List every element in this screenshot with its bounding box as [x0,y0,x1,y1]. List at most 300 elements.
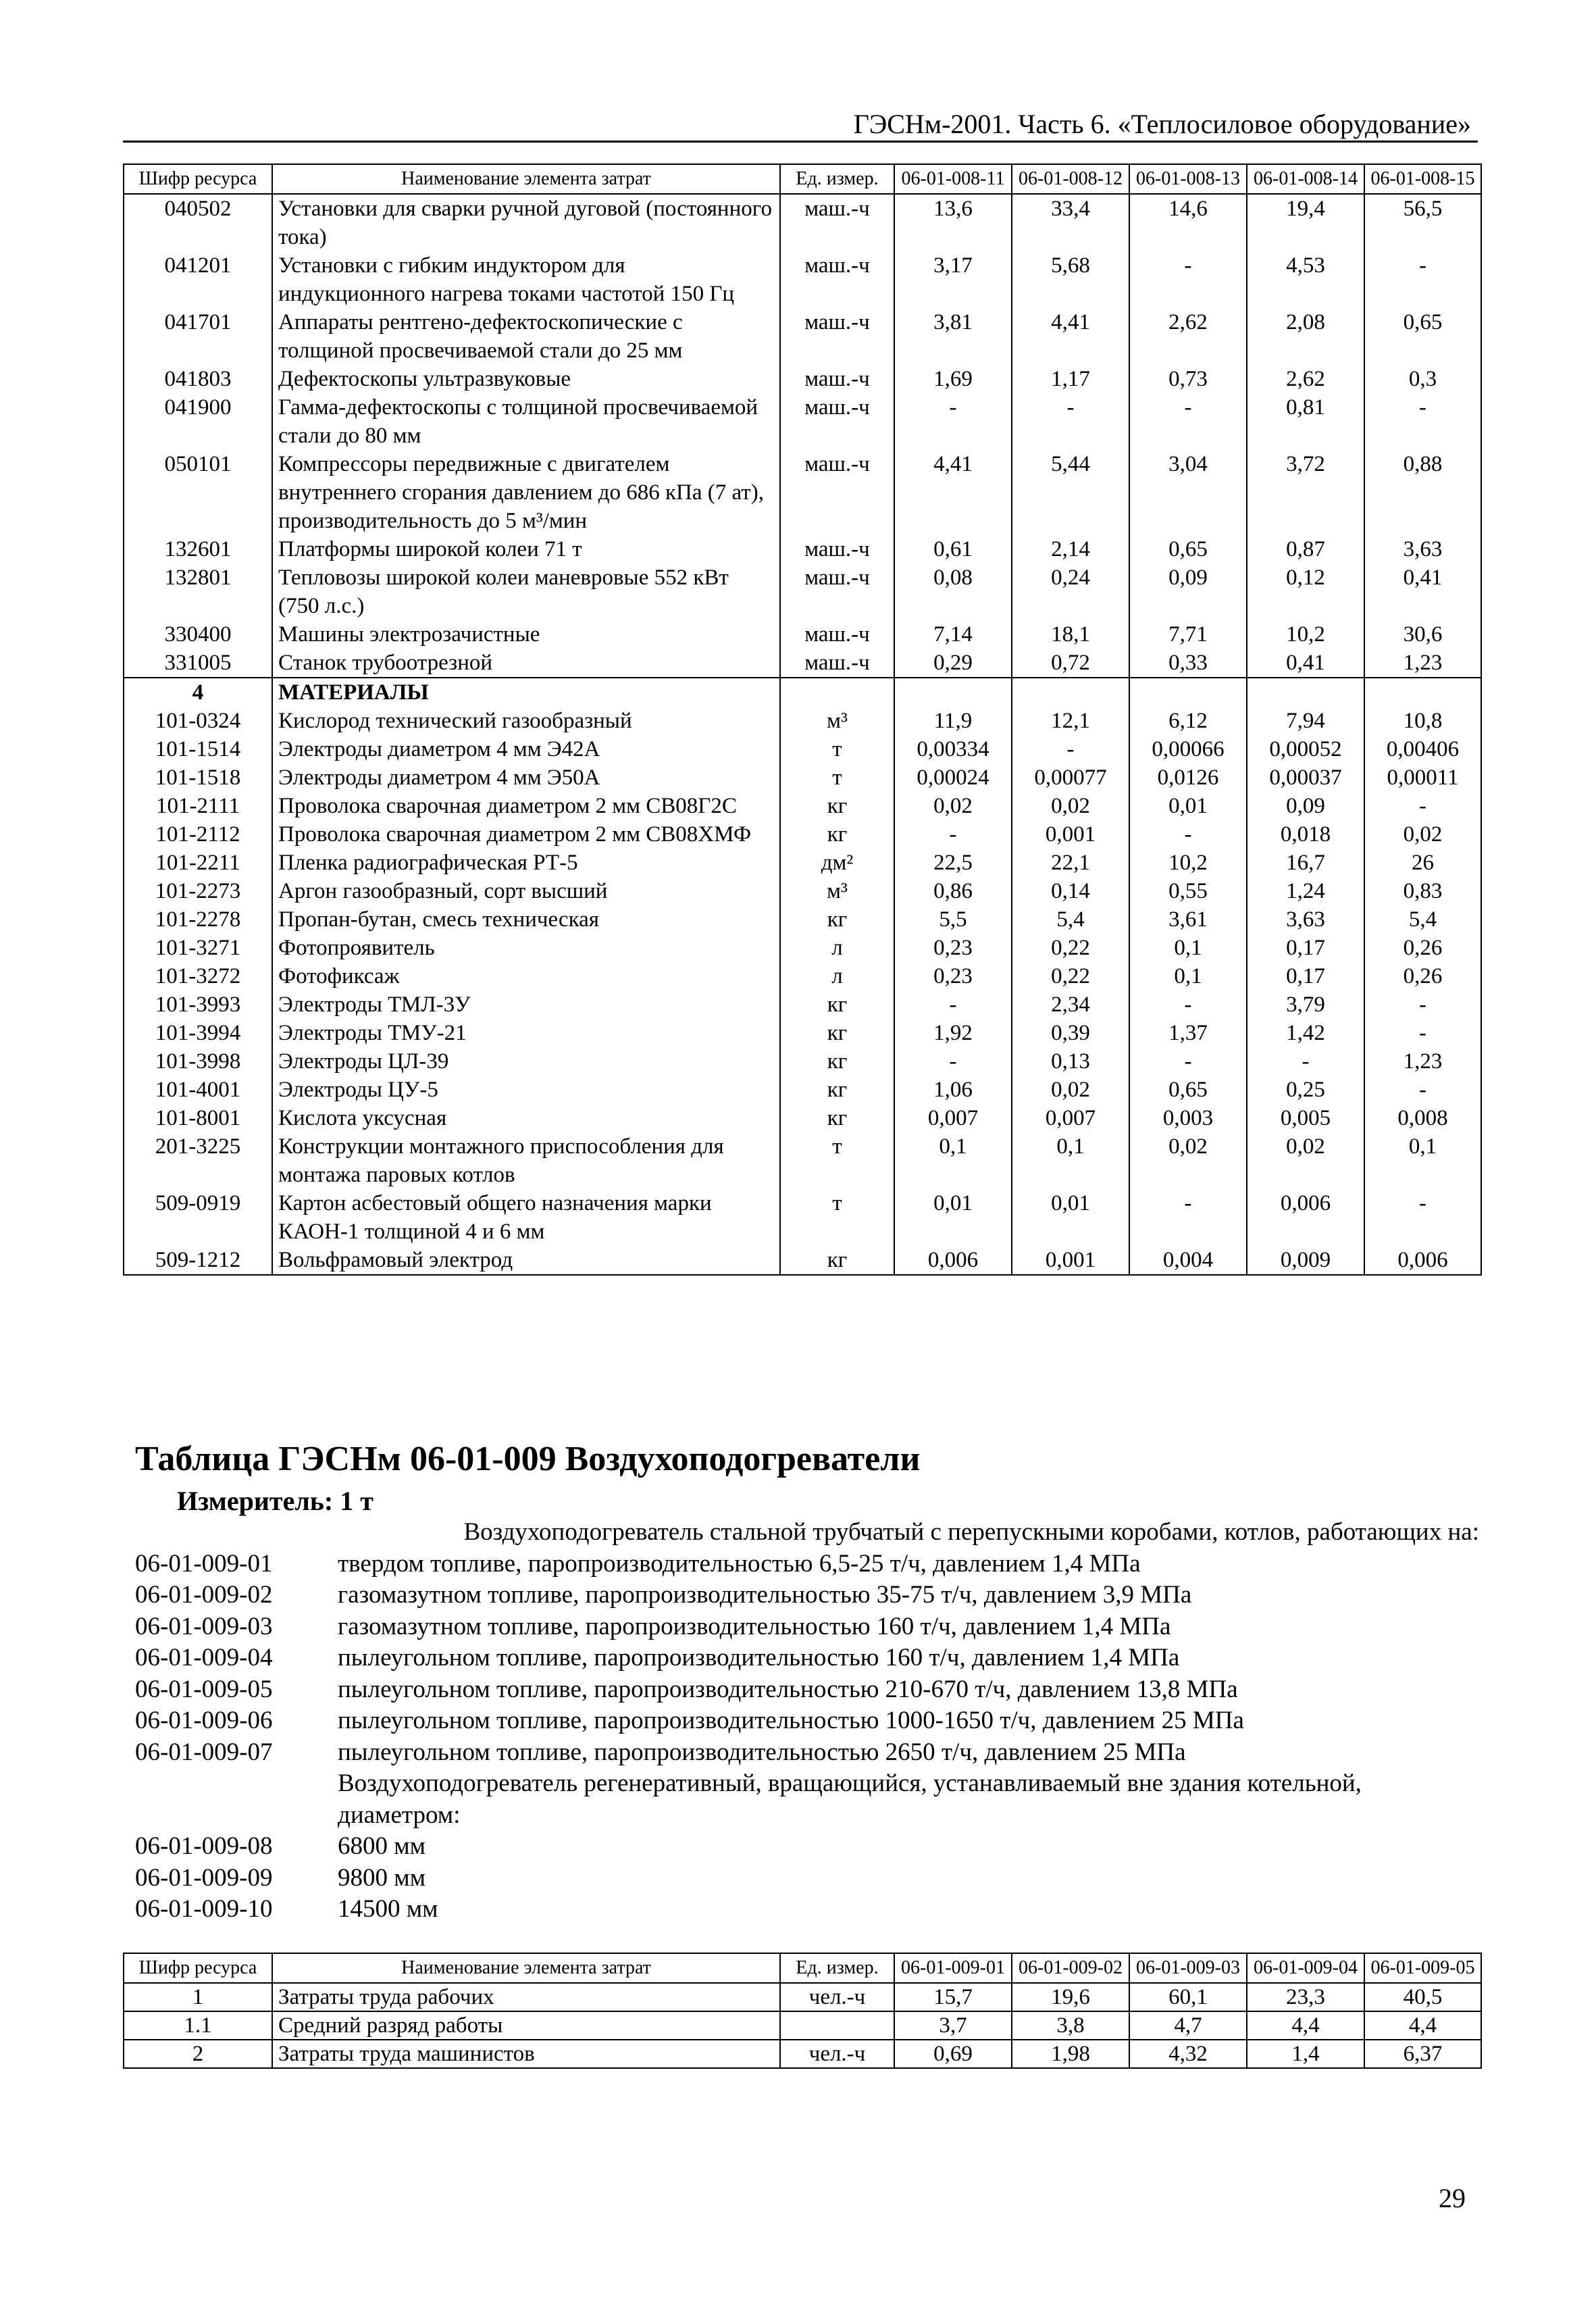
norm-code: 06-01-009-04 [135,1644,273,1671]
column-header: 06-01-008-13 [1129,164,1247,194]
value-cell: - [894,820,1012,849]
unit-cell [780,678,894,707]
table-row [124,1019,1481,1047]
table2-body [124,1983,1481,2068]
value-cell: 0,65 [1129,535,1247,563]
unit-cell: т [780,735,894,763]
norm-description: пылеугольном топливе, паропроизводительностью 160 т/ч, давлением 1,4 МПа [338,1644,1180,1671]
unit-cell: маш.-ч [780,393,894,450]
value-cell: 4,53 [1247,251,1364,308]
value-cell: 0,00052 [1247,735,1364,763]
resource-code-cell: 041201 [124,251,272,308]
norm-items-group-2 [135,1831,1479,1926]
cost-element-name-cell: Фотопроявитель [272,934,780,962]
column-header: Ед. измер. [780,164,894,194]
value-cell: 23,3 [1247,1983,1364,2011]
value-cell: - [894,393,1012,450]
value-cell: 0,83 [1364,877,1481,905]
unit-cell: кг [780,1019,894,1047]
value-cell: - [1129,251,1247,308]
value-cell: 0,02 [1129,1132,1247,1189]
value-cell [1247,678,1364,707]
norm-item [135,1705,1479,1737]
value-cell: 0,08 [894,563,1012,620]
unit-cell [780,2011,894,2040]
cost-element-name-cell: Проволока сварочная диаметром 2 мм СВ08ХМФ [272,820,780,849]
cost-element-name-cell: Пленка радиографическая РТ-5 [272,849,780,877]
cost-element-name-cell: Аппараты рентгено-дефектоскопические с толщиной просвечиваемой стали до 25 мм [272,308,780,365]
value-cell: 0,88 [1364,450,1481,535]
value-cell: 2,62 [1247,365,1364,393]
norm-code: 06-01-009-06 [135,1707,273,1734]
resource-code-cell: 101-2278 [124,905,272,934]
table-row [124,1983,1481,2011]
unit-cell: кг [780,1104,894,1132]
table-row [124,934,1481,962]
norm-description: 6800 мм [338,1832,426,1860]
table1-body [124,194,1481,1275]
resource-code-cell: 101-1518 [124,763,272,792]
unit-cell: маш.-ч [780,620,894,649]
table-row [124,990,1481,1019]
table-row [124,735,1481,763]
table-row [124,365,1481,393]
table1-header [124,164,1481,194]
value-cell: - [1364,251,1481,308]
table-row [124,393,1481,450]
value-cell: 0,26 [1364,962,1481,990]
value-cell: - [1364,792,1481,820]
value-cell: 0,12 [1247,563,1364,620]
resource-code-cell: 101-8001 [124,1104,272,1132]
resource-table-006-01-009 [123,1953,1482,2069]
value-cell: 2,08 [1247,308,1364,365]
value-cell: 16,7 [1247,849,1364,877]
value-cell: 4,41 [894,450,1012,535]
value-cell: 0,72 [1012,649,1129,678]
resource-code-cell: 101-3998 [124,1047,272,1076]
value-cell [1364,678,1481,707]
resource-code-cell: 4 [124,678,272,707]
value-cell: 4,41 [1012,308,1129,365]
column-header: Наименование элемента затрат [272,1953,780,1983]
unit-cell: т [780,1189,894,1246]
unit-cell: л [780,962,894,990]
unit-cell: кг [780,820,894,849]
value-cell: 0,02 [1012,1076,1129,1104]
value-cell: 10,2 [1247,620,1364,649]
value-cell: 0,14 [1012,877,1129,905]
cost-element-name-cell: Тепловозы широкой колеи маневровые 552 кВт (750 л.с.) [272,563,780,620]
value-cell: 0,41 [1364,563,1481,620]
description-intro: Воздухоподогреватель регенеративный, вращающийся, устанавливаемый вне здания котельной, диаметром: [338,1769,1362,1829]
cost-element-name-cell: Аргон газообразный, сорт высший [272,877,780,905]
norm-description: пылеугольном топливе, паропроизводительностью 2650 т/ч, давлением 25 МПа [338,1738,1186,1766]
table-row [124,2011,1481,2040]
unit-cell: маш.-ч [780,194,894,251]
value-cell: 0,23 [894,934,1012,962]
value-cell: 0,23 [894,962,1012,990]
table-row [124,678,1481,707]
value-cell: 3,7 [894,2011,1012,2040]
resource-code-cell: 132601 [124,535,272,563]
table-row [124,792,1481,820]
value-cell: 1,06 [894,1076,1012,1104]
value-cell: 22,1 [1012,849,1129,877]
column-header: 06-01-009-02 [1012,1953,1129,1983]
value-cell: 33,4 [1012,194,1129,251]
column-header: 06-01-009-05 [1364,1953,1481,1983]
value-cell: 0,22 [1012,934,1129,962]
resource-code-cell: 040502 [124,194,272,251]
cost-element-name-cell: Средний разряд работы [272,2011,780,2040]
value-cell: 6,37 [1364,2040,1481,2068]
value-cell: 0,00024 [894,763,1012,792]
value-cell [894,678,1012,707]
value-cell: - [1129,820,1247,849]
value-cell: 5,5 [894,905,1012,934]
value-cell: 15,7 [894,1983,1012,2011]
table-row [124,1132,1481,1189]
cost-element-name-cell: Затраты труда рабочих [272,1983,780,2011]
norm-items-group-1 [135,1549,1479,1769]
value-cell: 26 [1364,849,1481,877]
unit-cell: маш.-ч [780,308,894,365]
value-cell: - [1129,1047,1247,1076]
unit-cell: м³ [780,877,894,905]
value-cell: 0,25 [1247,1076,1364,1104]
norm-code: 06-01-009-05 [135,1675,273,1703]
unit-cell: кг [780,990,894,1019]
resource-code-cell: 101-4001 [124,1076,272,1104]
value-cell: 0,00037 [1247,763,1364,792]
value-cell: - [1364,393,1481,450]
value-cell [1129,678,1247,707]
table-row [124,877,1481,905]
resource-code-cell: 101-3272 [124,962,272,990]
value-cell: 3,17 [894,251,1012,308]
unit-cell: маш.-ч [780,450,894,535]
table2-header [124,1953,1481,1983]
value-cell: 19,4 [1247,194,1364,251]
value-cell: 3,61 [1129,905,1247,934]
value-cell: 1,4 [1247,2040,1364,2068]
table-row [124,763,1481,792]
value-cell: 0,1 [1129,934,1247,962]
value-cell: 3,81 [894,308,1012,365]
norm-code: 06-01-009-09 [135,1863,273,1892]
value-cell: 1,17 [1012,365,1129,393]
table-row [124,620,1481,649]
value-cell: 1,37 [1129,1019,1247,1047]
resource-code-cell: 509-1212 [124,1246,272,1275]
resource-code-cell: 1.1 [124,2011,272,2040]
value-cell: - [1012,735,1129,763]
cost-element-name-cell: Электроды диаметром 4 мм Э50А [272,763,780,792]
value-cell: 2,34 [1012,990,1129,1019]
value-cell: 3,79 [1247,990,1364,1019]
resource-code-cell: 101-2112 [124,820,272,849]
value-cell: - [1247,1047,1364,1076]
column-header: Наименование элемента затрат [272,164,780,194]
resource-code-cell: 101-1514 [124,735,272,763]
value-cell: 1,42 [1247,1019,1364,1047]
value-cell: 11,9 [894,707,1012,735]
value-cell: 0,81 [1247,393,1364,450]
value-cell: 22,5 [894,849,1012,877]
resource-code-cell: 101-3993 [124,990,272,1019]
column-header: Ед. измер. [780,1953,894,1983]
table-row [124,1104,1481,1132]
table-row [124,194,1481,251]
column-header: 06-01-009-03 [1129,1953,1247,1983]
value-cell: 4,32 [1129,2040,1247,2068]
value-cell: 0,01 [1012,1189,1129,1246]
value-cell: 0,13 [1012,1047,1129,1076]
cost-element-name-cell: Затраты труда машинистов [272,2040,780,2068]
norm-description-list [135,1517,1479,1926]
table-row [124,707,1481,735]
column-header: 06-01-008-11 [894,164,1012,194]
value-cell: 0,24 [1012,563,1129,620]
unit-cell: м³ [780,707,894,735]
value-cell: 0,02 [1012,792,1129,820]
column-header: 06-01-009-04 [1247,1953,1364,1983]
value-cell: - [1364,990,1481,1019]
unit-cell: чел.-ч [780,2040,894,2068]
norm-code: 06-01-009-02 [135,1581,273,1609]
value-cell: 0,02 [894,792,1012,820]
value-cell: 0,39 [1012,1019,1129,1047]
value-cell: 4,4 [1364,2011,1481,2040]
value-cell: 0,02 [1247,1132,1364,1189]
value-cell: 1,92 [894,1019,1012,1047]
table-row [124,962,1481,990]
unit-cell: т [780,1132,894,1189]
table-row [124,535,1481,563]
value-cell: 0,005 [1247,1104,1364,1132]
value-cell: 0,02 [1364,820,1481,849]
norm-code: 06-01-009-01 [135,1549,273,1578]
value-cell [1012,678,1129,707]
resource-code-cell: 041900 [124,393,272,450]
value-cell: 5,4 [1364,905,1481,934]
value-cell: - [1364,1076,1481,1104]
value-cell: 0,09 [1247,792,1364,820]
value-cell: 7,94 [1247,707,1364,735]
cost-element-name-cell: Электроды ТМЛ-3У [272,990,780,1019]
value-cell: 13,6 [894,194,1012,251]
table-row [124,1047,1481,1076]
cost-element-name-cell: Кислота уксусная [272,1104,780,1132]
table-row [124,251,1481,308]
value-cell: 0,1 [1364,1132,1481,1189]
value-cell: 3,8 [1012,2011,1129,2040]
value-cell: 0,006 [1247,1189,1364,1246]
value-cell: 0,01 [894,1189,1012,1246]
resource-code-cell: 509-0919 [124,1189,272,1246]
cost-element-name-cell: Машины электрозачистные [272,620,780,649]
value-cell: 4,7 [1129,2011,1247,2040]
unit-cell: кг [780,1047,894,1076]
table-row [124,308,1481,365]
norm-description: газомазутном топливе, паропроизводительностью 35-75 т/ч, давлением 3,9 МПа [338,1581,1192,1609]
cost-element-name-cell: Электроды диаметром 4 мм Э42А [272,735,780,763]
resource-table-006-01-008 [123,164,1482,1276]
value-cell: 0,87 [1247,535,1364,563]
value-cell: 0,65 [1129,1076,1247,1104]
norm-code: 06-01-009-08 [135,1832,273,1860]
value-cell: 0,1 [1129,962,1247,990]
value-cell: 5,44 [1012,450,1129,535]
value-cell: 0,00334 [894,735,1012,763]
resource-code-cell: 201-3225 [124,1132,272,1189]
value-cell: 30,6 [1364,620,1481,649]
unit-cell: чел.-ч [780,1983,894,2011]
norm-item [135,1549,1479,1580]
value-cell: 0,1 [894,1132,1012,1189]
value-cell: 0,69 [894,2040,1012,2068]
value-cell: - [894,1047,1012,1076]
value-cell: 0,33 [1129,649,1247,678]
cost-element-name-cell: Фотофиксаж [272,962,780,990]
table-row [124,563,1481,620]
value-cell: 10,2 [1129,849,1247,877]
value-cell: 0,00066 [1129,735,1247,763]
value-cell: 3,04 [1129,450,1247,535]
value-cell: - [1129,1189,1247,1246]
resource-code-cell: 101-2211 [124,849,272,877]
table-row [124,820,1481,849]
value-cell: 6,12 [1129,707,1247,735]
value-cell: 0,61 [894,535,1012,563]
value-cell: 5,68 [1012,251,1129,308]
norm-code: 06-01-009-07 [135,1738,273,1766]
value-cell: 40,5 [1364,1983,1481,2011]
table-row [124,450,1481,535]
column-header: 06-01-008-12 [1012,164,1129,194]
value-cell: 0,007 [1012,1104,1129,1132]
unit-cell: маш.-ч [780,535,894,563]
table-row [124,649,1481,678]
value-cell: 0,26 [1364,934,1481,962]
unit-cell: маш.-ч [780,649,894,678]
value-cell: 3,63 [1247,905,1364,934]
cost-element-name-cell: Кислород технический газообразный [272,707,780,735]
value-cell: 0,3 [1364,365,1481,393]
value-cell: 0,008 [1364,1104,1481,1132]
value-cell: 60,1 [1129,1983,1247,2011]
value-cell: 0,1 [1012,1132,1129,1189]
norm-description: газомазутном топливе, паропроизводительностью 160 т/ч, давлением 1,4 МПа [338,1612,1171,1640]
cost-element-name-cell: Электроды ТМУ-21 [272,1019,780,1047]
norm-description: пылеугольном топливе, паропроизводительностью 210-670 т/ч, давлением 13,8 МПа [338,1675,1238,1703]
cost-element-name-cell: Компрессоры передвижные с двигателем внутреннего сгорания давлением до 686 кПа (7 ат), производительность до 5 м³/мин [272,450,780,535]
value-cell: 3,63 [1364,535,1481,563]
page-number: 29 [1439,2183,1466,2213]
cost-element-name-cell: МАТЕРИАЛЫ [272,678,780,707]
unit-cell: маш.-ч [780,563,894,620]
resource-code-cell: 101-3994 [124,1019,272,1047]
unit-cell: кг [780,905,894,934]
cost-element-name-cell: Установки с гибким индуктором для индукционного нагрева токами частотой 150 Гц [272,251,780,308]
unit-cell: маш.-ч [780,365,894,393]
value-cell: - [1012,393,1129,450]
value-cell: 0,00011 [1364,763,1481,792]
value-cell: 0,006 [894,1246,1012,1275]
value-cell: 0,009 [1247,1246,1364,1275]
value-cell: 0,00406 [1364,735,1481,763]
value-cell: 5,4 [1012,905,1129,934]
cost-element-name-cell: Картон асбестовый общего назначения марки КАОН-1 толщиной 4 и 6 мм [272,1189,780,1246]
value-cell: 2,62 [1129,308,1247,365]
table-row [124,1076,1481,1104]
norm-description: твердом топливе, паропроизводительностью 6,5-25 т/ч, давлением 1,4 МПа [338,1549,1141,1578]
value-cell: 0,29 [894,649,1012,678]
resource-code-cell: 1 [124,1983,272,2011]
value-cell: 10,8 [1364,707,1481,735]
table-row [124,905,1481,934]
unit-cell: т [780,763,894,792]
table-row [124,2040,1481,2068]
table-title: Таблица ГЭСНм 06-01-009 Воздухоподогреватели [135,1440,921,1478]
cost-element-name-cell: Станок трубоотрезной [272,649,780,678]
norm-item [135,1580,1479,1611]
value-cell: 18,1 [1012,620,1129,649]
value-cell: - [894,990,1012,1019]
value-cell: - [1364,1189,1481,1246]
value-cell: 0,003 [1129,1104,1247,1132]
value-cell: 19,6 [1012,1983,1129,2011]
value-cell: 0,17 [1247,962,1364,990]
resource-code-cell: 331005 [124,649,272,678]
value-cell: 4,4 [1247,2011,1364,2040]
value-cell: 12,1 [1012,707,1129,735]
value-cell: 0,22 [1012,962,1129,990]
measure-label: Измеритель: 1 т [177,1486,374,1516]
value-cell: 0,65 [1364,308,1481,365]
resource-code-cell: 050101 [124,450,272,535]
cost-element-name-cell: Дефектоскопы ультразвуковые [272,365,780,393]
norm-item [135,1831,1479,1863]
value-cell: 3,72 [1247,450,1364,535]
value-cell: 0,006 [1364,1246,1481,1275]
resource-code-cell: 041803 [124,365,272,393]
table-row [124,1246,1481,1275]
cost-element-name-cell: Гамма-дефектоскопы с толщиной просвечиваемой стали до 80 мм [272,393,780,450]
value-cell: 0,0126 [1129,763,1247,792]
column-header: 06-01-008-15 [1364,164,1481,194]
cost-element-name-cell: Платформы широкой колеи 71 т [272,535,780,563]
norm-description: 14500 мм [338,1895,438,1923]
norm-code: 06-01-009-03 [135,1612,273,1640]
resource-code-cell: 101-2273 [124,877,272,905]
value-cell: 1,24 [1247,877,1364,905]
value-cell: - [1129,990,1247,1019]
norm-item [135,1642,1479,1674]
unit-cell: л [780,934,894,962]
norm-description: пылеугольном топливе, паропроизводительностью 1000-1650 т/ч, давлением 25 МПа [338,1707,1244,1734]
value-cell: 56,5 [1364,194,1481,251]
value-cell: 0,001 [1012,1246,1129,1275]
header-row [124,164,1481,194]
header-row [124,1953,1481,1983]
value-cell: 1,23 [1364,649,1481,678]
unit-cell: кг [780,792,894,820]
value-cell: 1,98 [1012,2040,1129,2068]
norm-description: 9800 мм [338,1863,426,1892]
value-cell: 7,14 [894,620,1012,649]
